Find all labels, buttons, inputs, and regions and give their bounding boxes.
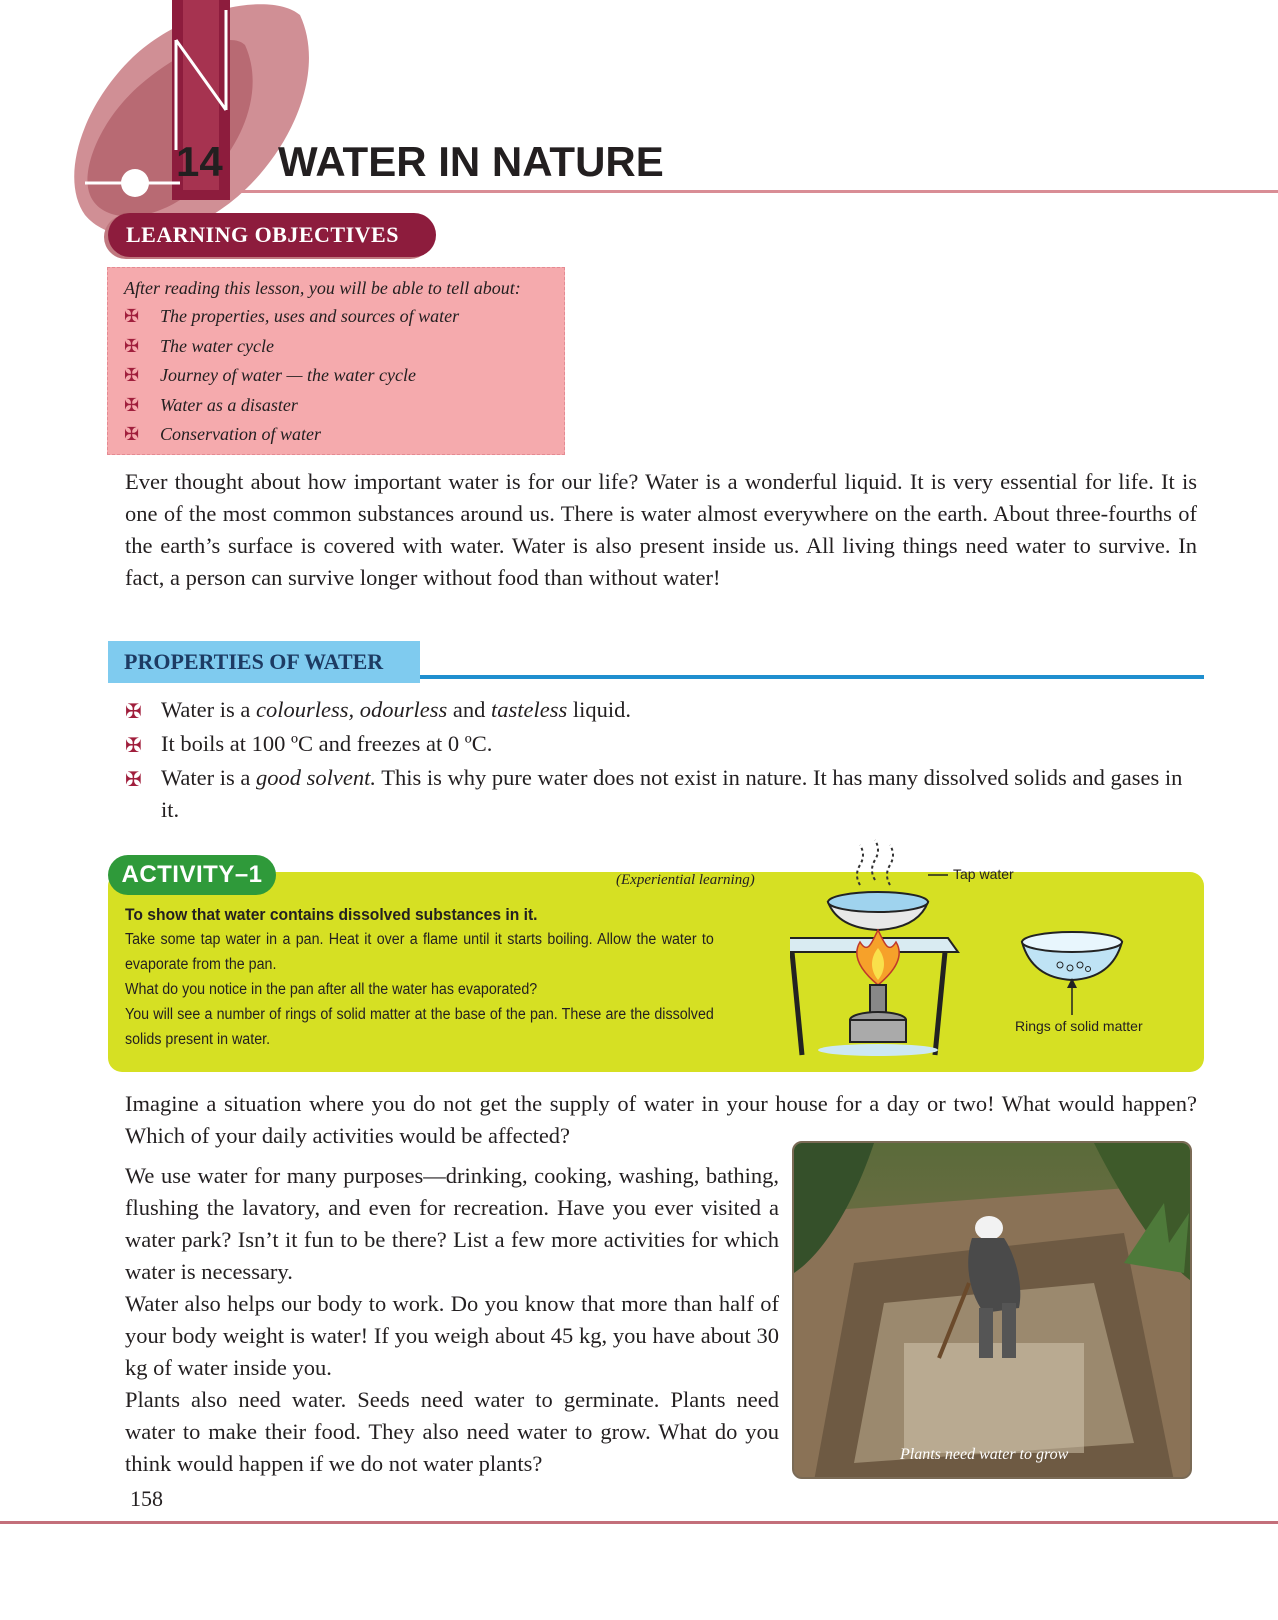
footer-rule (0, 1521, 1278, 1524)
objective-item: ✠ The properties, uses and sources of water (124, 302, 564, 332)
cross-bullet-icon: ✠ (125, 769, 142, 791)
rings-label: Rings of solid matter (1015, 1018, 1143, 1034)
activity-line: You will see a number of rings of solid matter at the base of the pan. These are the dissolved solids present in water. (125, 1006, 714, 1048)
activity-line: What do you notice in the pan after all the water has evaporated? (125, 981, 538, 998)
chapter-number: 14 (176, 138, 223, 185)
activity-text (125, 902, 714, 1052)
imagine-paragraph: Imagine a situation where you do not get the supply of water in your house for a day or two! What would happen? Which of your daily activities would be affected? (125, 1091, 1197, 1148)
objective-item: ✠ The water cycle (124, 332, 564, 362)
objective-item: ✠ Conservation of water (124, 420, 564, 450)
properties-banner (108, 641, 420, 683)
cross-bullet-icon: ✠ (124, 424, 140, 444)
chapter-title (176, 132, 664, 192)
photo-caption: Plants need water to grow (900, 1446, 1069, 1463)
activity-subtitle: (Experiential learning) (616, 872, 755, 888)
learning-objectives-heading: LEARNING OBJECTIVES (126, 222, 399, 247)
property-bullet: ✠ Water is a good solvent. This is why pure water does not exist in nature. It has many dissolved solids and gases in it. (125, 765, 1183, 822)
objective-item: ✠ Water as a disaster (124, 391, 564, 421)
learning-objectives-box (107, 267, 565, 455)
property-bullet: ✠ It boils at 100 ºC and freezes at 0 ºC. (125, 728, 1197, 760)
irrigation-photo (792, 1141, 1192, 1479)
cross-bullet-icon: ✠ (125, 735, 142, 757)
cross-bullet-icon: ✠ (124, 394, 140, 415)
uses-paragraph: We use water for many purposes—drinking, cooking, washing, bathing, flushing the lavatory, and even for recreation. Have you ever visited a water park? Isn’t it fun to be there? List a few more activities for which water is necessary. (125, 1163, 779, 1284)
learning-objectives-banner (108, 213, 436, 257)
intro-paragraph: Ever thought about how important water is for our life? Water is a wonderful liquid. It is very essential for life. It is one of the most common substances around us. There is water almost everywhere on the earth. About three-fourths of the earth’s surface is covered with water. Water is also present inside us. All living things need water to survive. In fact, a person can survive longer without food than without water! (125, 469, 1197, 590)
page-number: 158 (130, 1486, 163, 1511)
objectives-intro: After reading this lesson, you will be able to tell about: (124, 278, 521, 298)
cross-bullet-icon: ✠ (124, 335, 140, 356)
plants-paragraph: Plants also need water. Seeds need water to germinate. Plants need water to make their food. They also need water to grow. What do you think would happen if we do not water plants? (125, 1387, 779, 1476)
title-rule (240, 190, 1278, 193)
cross-bullet-icon: ✠ (124, 365, 140, 385)
activity-badge (108, 855, 276, 895)
body-paragraph: Water also helps our body to work. Do you know that more than half of your body weight is water! If you weigh about 45 kg, you have about 30 kg of water inside you. (125, 1291, 779, 1380)
objective-item: ✠ Journey of water — the water cycle (124, 361, 564, 391)
cross-bullet-icon: ✠ (124, 306, 140, 326)
property-bullet: ✠ Water is a colourless, odourless and tasteless liquid. (125, 694, 1197, 726)
chapter-name: WATER IN NATURE (278, 138, 664, 185)
activity-line: Take some tap water in a pan. Heat it over a flame until it starts boiling. Allow the water to evaporate from the pan. (125, 931, 714, 973)
activity-badge-label: ACTIVITY–1 (121, 861, 263, 888)
cross-bullet-icon: ✠ (125, 701, 142, 723)
properties-heading: PROPERTIES OF WATER (124, 649, 384, 674)
activity-heading: To show that water contains dissolved substances in it. (125, 905, 538, 924)
tap-water-label: Tap water (953, 866, 1014, 882)
